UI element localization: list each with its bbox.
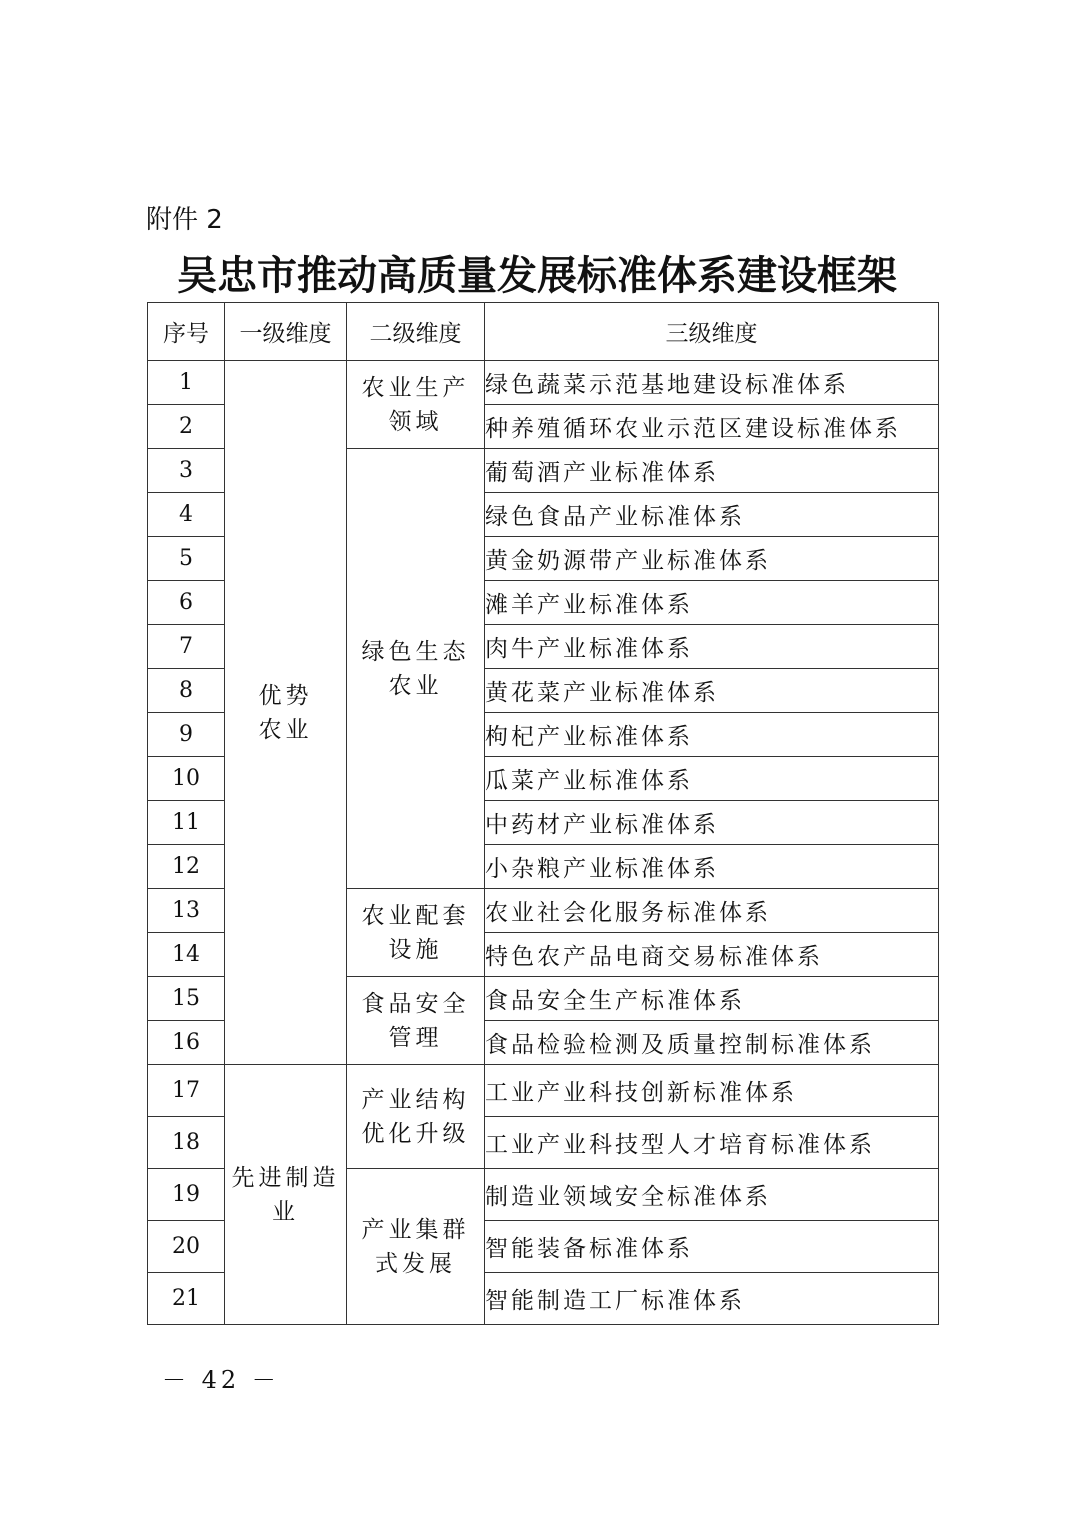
level3-standard-system: 黄金奶源带产业标准体系 [485, 537, 939, 581]
level2-dimension: 绿色生态 农业 [347, 449, 485, 889]
row-number: 7 [148, 625, 225, 669]
table-row [148, 361, 939, 405]
row-number: 10 [148, 757, 225, 801]
level3-standard-system: 智能装备标准体系 [485, 1221, 939, 1273]
level3-standard-system: 食品检验检测及质量控制标准体系 [485, 1021, 939, 1065]
level3-standard-system: 肉牛产业标准体系 [485, 625, 939, 669]
level3-standard-system: 滩羊产业标准体系 [485, 581, 939, 625]
row-number: 9 [148, 713, 225, 757]
level3-standard-system: 食品安全生产标准体系 [485, 977, 939, 1021]
row-number: 8 [148, 669, 225, 713]
level1-dimension: 优势 农业 [225, 361, 347, 1065]
level3-standard-system: 工业产业科技创新标准体系 [485, 1065, 939, 1117]
level3-standard-system: 中药材产业标准体系 [485, 801, 939, 845]
level3-standard-system: 智能制造工厂标准体系 [485, 1273, 939, 1325]
level3-standard-system: 工业产业科技型人才培育标准体系 [485, 1117, 939, 1169]
header-level1: 一级维度 [225, 303, 347, 361]
row-number: 20 [148, 1221, 225, 1273]
row-number: 19 [148, 1169, 225, 1221]
level3-standard-system: 葡萄酒产业标准体系 [485, 449, 939, 493]
row-number: 15 [148, 977, 225, 1021]
header-index: 序号 [148, 303, 225, 361]
row-number: 11 [148, 801, 225, 845]
row-number: 4 [148, 493, 225, 537]
row-number: 14 [148, 933, 225, 977]
level2-dimension: 农业配套 设施 [347, 889, 485, 977]
row-number: 3 [148, 449, 225, 493]
row-number: 12 [148, 845, 225, 889]
level2-dimension: 产业结构 优化升级 [347, 1065, 485, 1169]
row-number: 13 [148, 889, 225, 933]
level3-standard-system: 小杂粮产业标准体系 [485, 845, 939, 889]
row-number: 18 [148, 1117, 225, 1169]
row-number: 2 [148, 405, 225, 449]
row-number: 6 [148, 581, 225, 625]
level2-dimension: 产业集群 式发展 [347, 1169, 485, 1325]
level2-dimension: 农业生产 领域 [347, 361, 485, 449]
table-body [148, 361, 939, 1325]
level3-standard-system: 黄花菜产业标准体系 [485, 669, 939, 713]
row-number: 21 [148, 1273, 225, 1325]
row-number: 16 [148, 1021, 225, 1065]
level3-standard-system: 特色农产品电商交易标准体系 [485, 933, 939, 977]
table-header-row [148, 303, 939, 361]
header-level3: 三级维度 [485, 303, 939, 361]
level3-standard-system: 枸杞产业标准体系 [485, 713, 939, 757]
level1-dimension: 先进制造 业 [225, 1065, 347, 1325]
row-number: 1 [148, 361, 225, 405]
level2-dimension: 食品安全 管理 [347, 977, 485, 1065]
level3-standard-system: 农业社会化服务标准体系 [485, 889, 939, 933]
header-level2: 二级维度 [347, 303, 485, 361]
level3-standard-system: 绿色食品产业标准体系 [485, 493, 939, 537]
document-title: 吴忠市推动高质量发展标准体系建设框架 [177, 252, 897, 299]
attachment-label: 附件 2 [146, 205, 223, 235]
level3-standard-system: 制造业领域安全标准体系 [485, 1169, 939, 1221]
standards-framework-table [147, 302, 939, 1325]
row-number: 17 [148, 1065, 225, 1117]
page-number: － 42 － [162, 1366, 280, 1394]
row-number: 5 [148, 537, 225, 581]
level3-standard-system: 瓜菜产业标准体系 [485, 757, 939, 801]
level3-standard-system: 种养殖循环农业示范区建设标准体系 [485, 405, 939, 449]
table-row [148, 1065, 939, 1117]
level3-standard-system: 绿色蔬菜示范基地建设标准体系 [485, 361, 939, 405]
